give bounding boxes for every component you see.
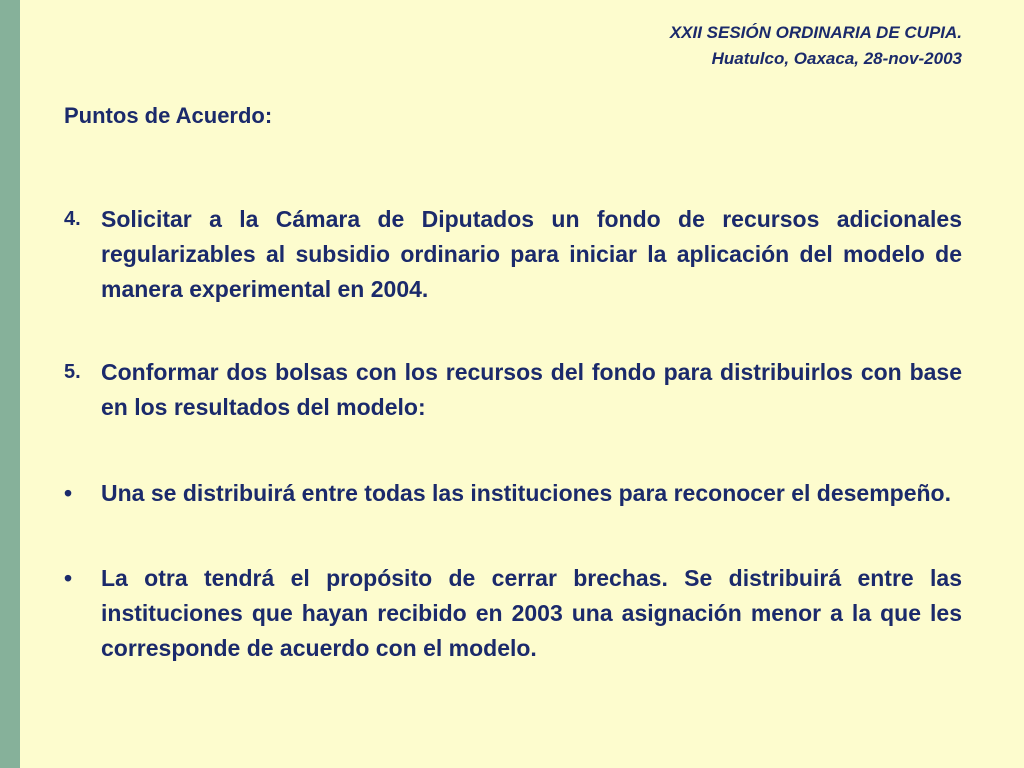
item-number: 5. xyxy=(64,361,81,383)
agreement-item-5 xyxy=(64,355,962,425)
header-location-date: Huatulco, Oaxaca, 28-nov-2003 xyxy=(711,49,962,68)
left-accent-bar xyxy=(0,0,20,768)
bullet-item-1 xyxy=(64,476,962,511)
slide-header xyxy=(670,20,962,72)
agreement-item-4 xyxy=(64,202,962,307)
bullet-text: La otra tendrá el propósito de cerrar brechas. Se distribuirá entre las instituciones que hayan recibido en 2003 una asignación menor a la que les corresponde de acuerdo con el modelo. xyxy=(101,565,962,661)
bullet-icon: • xyxy=(64,480,73,506)
bullet-icon: • xyxy=(64,565,73,591)
item-text: Solicitar a la Cámara de Diputados un fondo de recursos adicionales regularizables al subsidio ordinario para iniciar la aplicación del modelo de manera experimental en 2004. xyxy=(101,206,962,302)
item-text: Conformar dos bolsas con los recursos del fondo para distribuirlos con base en los resultados del modelo: xyxy=(101,359,962,420)
item-number: 4. xyxy=(64,208,81,230)
header-session: XXII SESIÓN ORDINARIA DE CUPIA. xyxy=(669,23,962,42)
bullet-text: Una se distribuirá entre todas las instituciones para reconocer el desempeño. xyxy=(101,480,951,506)
slide-title: Puntos de Acuerdo: xyxy=(64,103,273,128)
bullet-item-2 xyxy=(64,561,962,666)
